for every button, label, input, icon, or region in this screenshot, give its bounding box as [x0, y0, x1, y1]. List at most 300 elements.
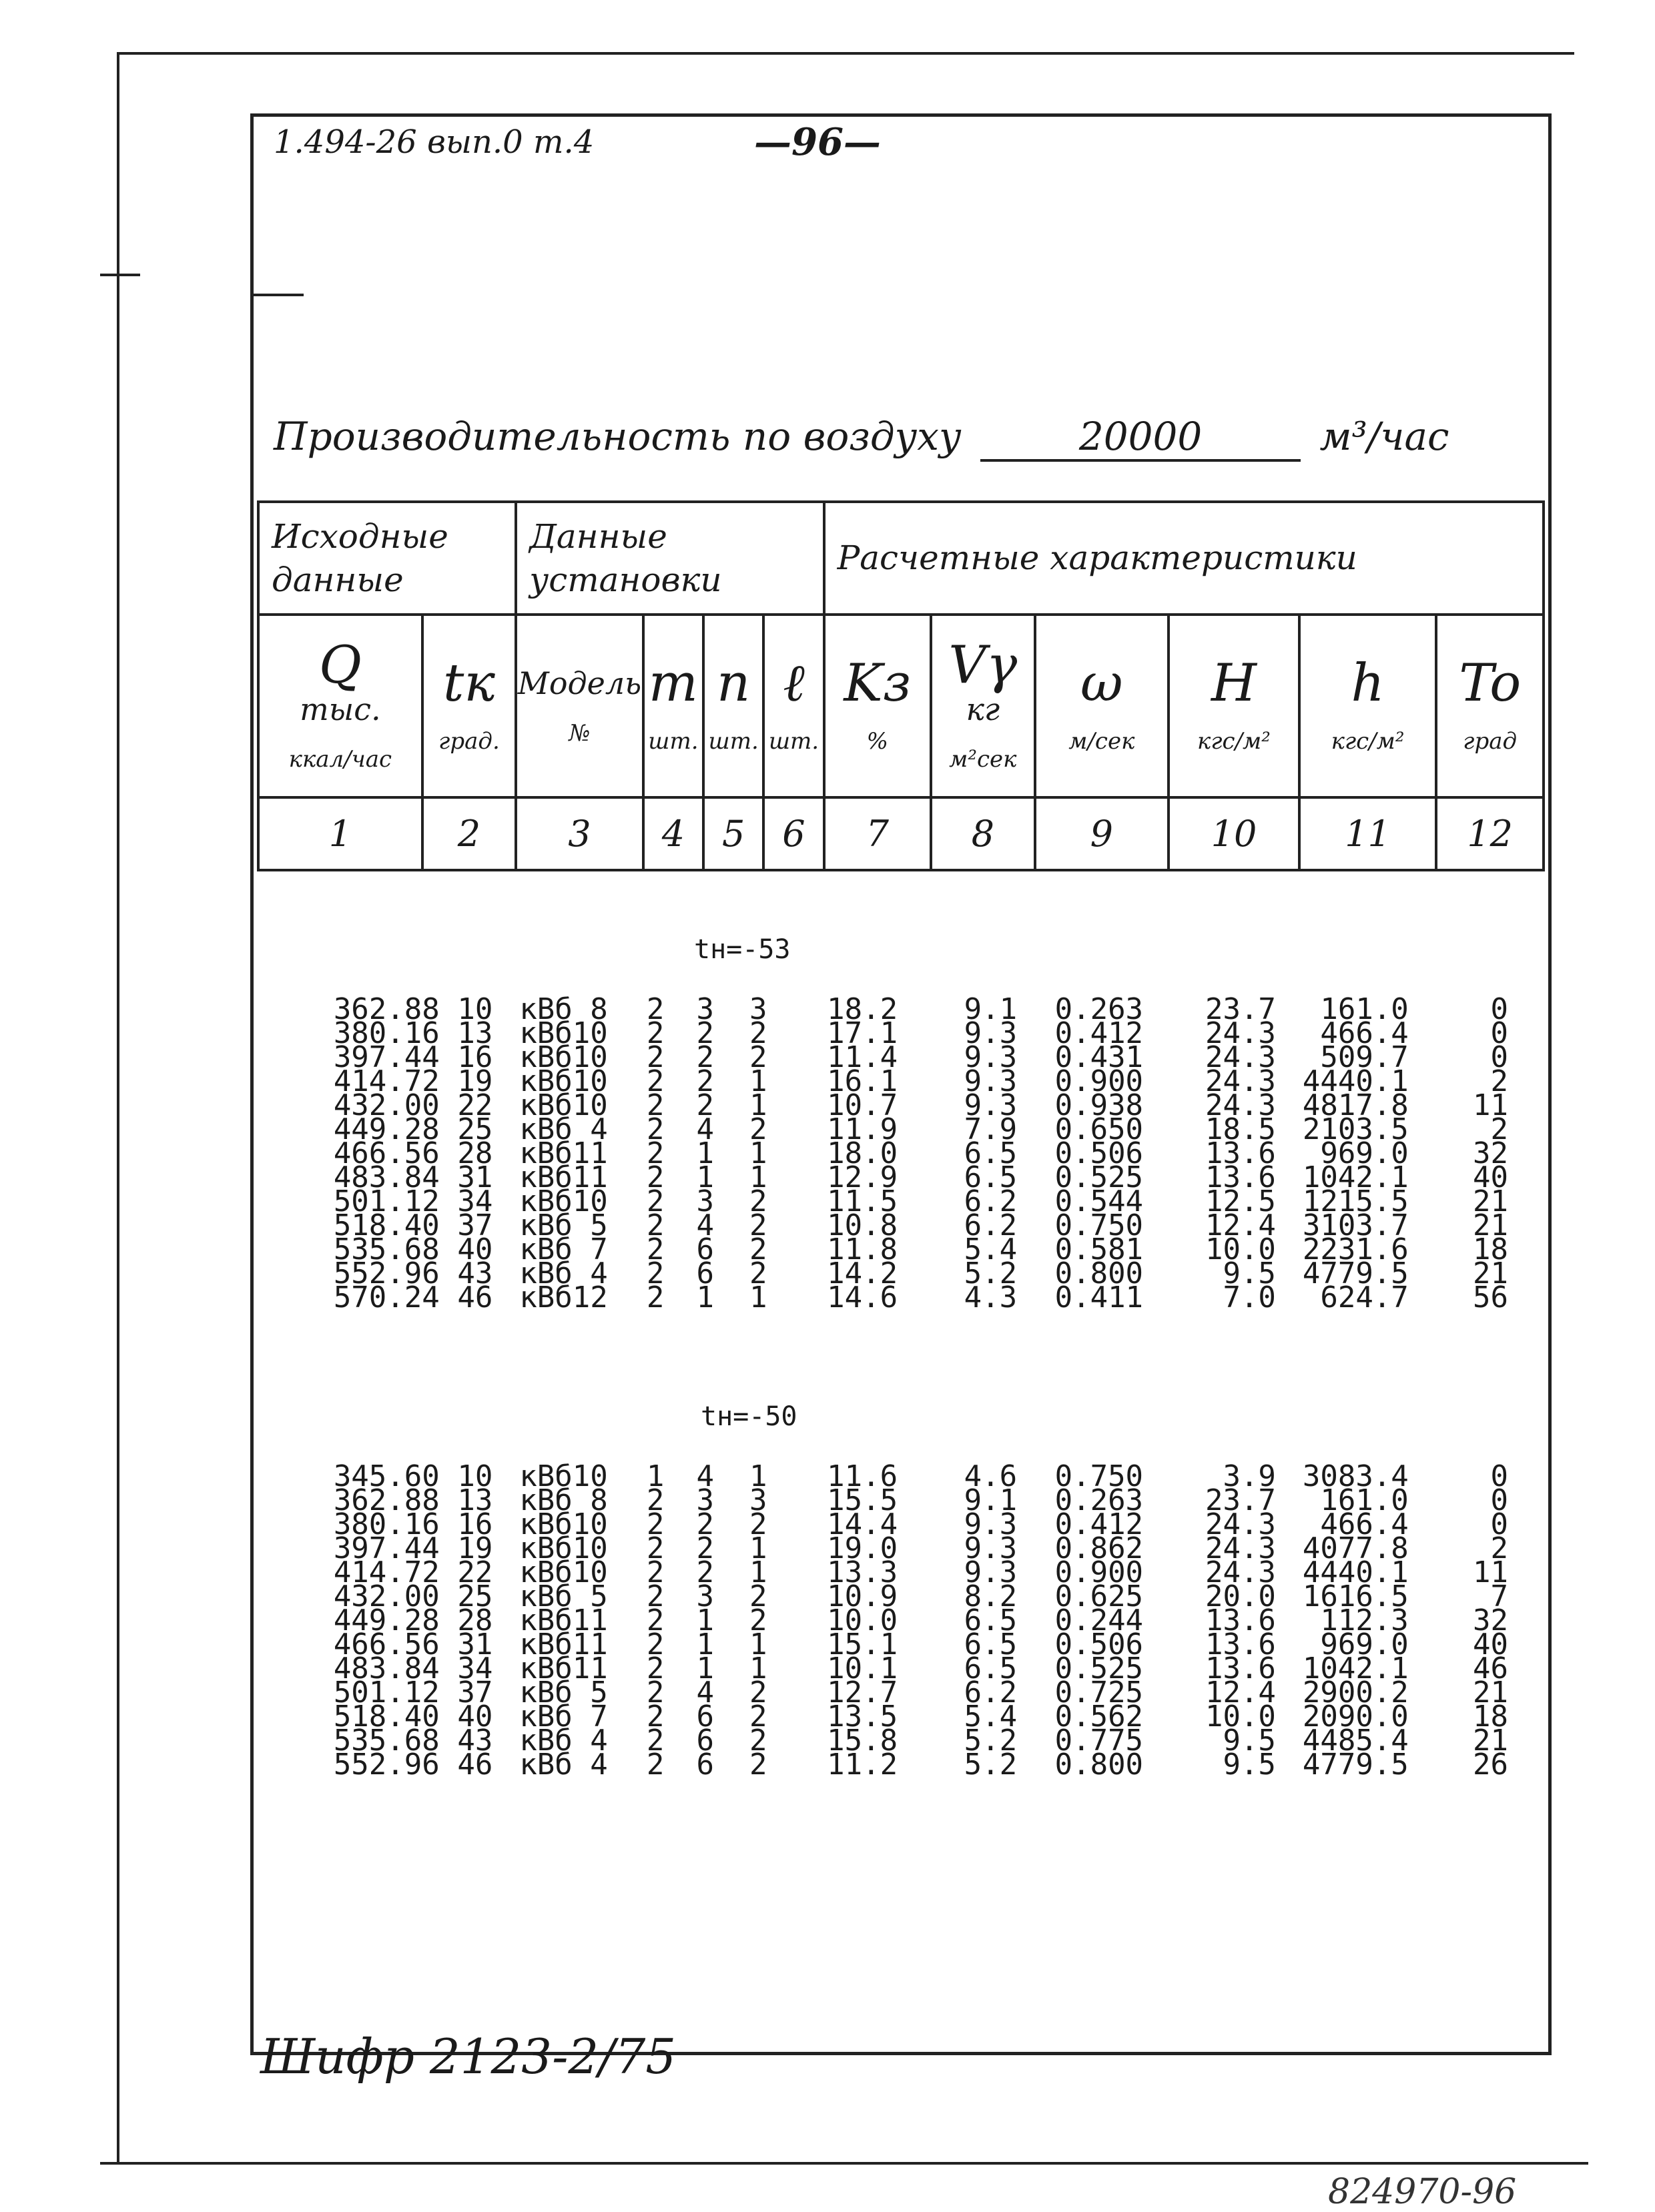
table-cell: 12.7: [827, 1676, 898, 1710]
table-cell: 2: [646, 1280, 665, 1315]
table-cell: 2: [749, 1016, 767, 1050]
table-cell: 2: [749, 1507, 767, 1541]
table-cell: 11.2: [827, 1748, 898, 1782]
table-cell: 0.862: [1054, 1531, 1144, 1565]
table-cell: 14.6: [827, 1280, 898, 1315]
table-cell: 11.4: [827, 1040, 898, 1074]
table-cell: кВб11: [519, 1603, 608, 1637]
table-cell: 18.0: [827, 1136, 898, 1170]
table-cell: 0.506: [1054, 1627, 1144, 1662]
table-cell: 9.3: [964, 1507, 1018, 1541]
column-unit: шт.: [648, 728, 699, 755]
table-cell: кВб 7: [519, 1232, 608, 1266]
table-cell: 2: [646, 1088, 665, 1122]
table-cell: 0.431: [1054, 1040, 1144, 1074]
table-cell: 624.7: [1320, 1280, 1409, 1315]
table-row: [294, 1280, 1508, 1315]
table-cell: 9.3: [964, 1016, 1018, 1050]
capacity-value: 20000: [980, 414, 1301, 462]
table-cell: 0.750: [1054, 1208, 1144, 1242]
table-cell: 0.900: [1054, 1064, 1144, 1098]
column-number: 8: [931, 797, 1034, 870]
table-cell: 21: [1472, 1256, 1508, 1291]
table-cell: 2: [646, 1579, 665, 1613]
column-symbol: h: [1351, 653, 1385, 713]
table-cell: 380.16: [333, 1016, 440, 1050]
table-cell: 9.3: [964, 1531, 1018, 1565]
column-header: [824, 615, 931, 797]
table-cell: 466.56: [333, 1627, 440, 1662]
table-cell: 21: [1472, 1184, 1508, 1218]
table-cell: 24.3: [1205, 1088, 1276, 1122]
table-cell: 10: [457, 992, 493, 1026]
table-cell: 24.3: [1205, 1531, 1276, 1565]
column-symbol: m: [648, 653, 698, 713]
table-cell: 0.750: [1054, 1459, 1144, 1493]
column-unit: град: [1463, 728, 1518, 755]
table-cell: 4.6: [964, 1459, 1018, 1493]
table-cell: 10: [457, 1459, 493, 1493]
column-number: 11: [1299, 797, 1437, 870]
table-cell: кВб 5: [519, 1579, 608, 1613]
table-cell: 161.0: [1320, 1483, 1409, 1517]
table-cell: 2: [749, 1040, 767, 1074]
table-cell: 414.72: [333, 1064, 440, 1098]
table-cell: 449.28: [333, 1603, 440, 1637]
table-cell: 2: [749, 1232, 767, 1266]
table-cell: кВб10: [519, 1507, 608, 1541]
table-cell: 10.1: [827, 1651, 898, 1686]
table-cell: 4: [696, 1459, 714, 1493]
column-header: [1035, 615, 1169, 797]
table-cell: 6.5: [964, 1603, 1018, 1637]
table-cell: 0.625: [1054, 1579, 1144, 1613]
table-cell: 10.0: [1205, 1232, 1276, 1266]
table-cell: кВб11: [519, 1160, 608, 1194]
table-cell: 11.9: [827, 1112, 898, 1146]
table-cell: 28: [457, 1603, 493, 1637]
column-number: 1: [258, 797, 422, 870]
table-cell: 397.44: [333, 1531, 440, 1565]
table-cell: 0.800: [1054, 1256, 1144, 1291]
table-cell: 2: [749, 1748, 767, 1782]
column-sub: кг: [966, 691, 1000, 727]
table-cell: 535.68: [333, 1232, 440, 1266]
table-cell: 2: [749, 1112, 767, 1146]
table-cell: 0.412: [1054, 1507, 1144, 1541]
data-rows: [294, 1459, 1508, 1782]
column-number: 12: [1436, 797, 1544, 870]
table-cell: 6: [696, 1724, 714, 1758]
table-cell: 0: [1490, 1016, 1508, 1050]
table-cell: 10.0: [827, 1603, 898, 1637]
table-cell: 15.5: [827, 1483, 898, 1517]
table-cell: 24.3: [1205, 1507, 1276, 1541]
table-cell: 0.938: [1054, 1088, 1144, 1122]
table-cell: 32: [1472, 1603, 1508, 1637]
column-unit: м/сек: [1068, 728, 1135, 755]
table-cell: 4: [696, 1208, 714, 1242]
column-symbol: H: [1211, 653, 1257, 713]
column-number: 3: [516, 797, 643, 870]
table-cell: 43: [457, 1724, 493, 1758]
table-cell: 19: [457, 1064, 493, 1098]
margin-tick: [100, 274, 140, 276]
table-cell: 37: [457, 1676, 493, 1710]
table-cell: 10.0: [1205, 1700, 1276, 1734]
table-cell: 12.9: [827, 1160, 898, 1194]
table-cell: 0: [1490, 1507, 1508, 1541]
column-unit: град.: [438, 728, 500, 755]
table-cell: 380.16: [333, 1507, 440, 1541]
table-cell: 4077.8: [1302, 1531, 1409, 1565]
table-cell: 24.3: [1205, 1555, 1276, 1589]
table-cell: 2: [646, 1724, 665, 1758]
table-cell: 2: [696, 1064, 714, 1098]
table-cell: 23.7: [1205, 1483, 1276, 1517]
table-cell: 2: [646, 1160, 665, 1194]
table-cell: 0.411: [1054, 1280, 1144, 1315]
table-cell: 18.5: [1205, 1112, 1276, 1146]
column-symbol: Q: [318, 635, 362, 695]
table-cell: 21: [1472, 1724, 1508, 1758]
column-header: [703, 615, 763, 797]
table-cell: 13.6: [1205, 1136, 1276, 1170]
table-cell: 483.84: [333, 1651, 440, 1686]
table-cell: 0: [1490, 992, 1508, 1026]
table-cell: кВб 5: [519, 1208, 608, 1242]
table-cell: 8.2: [964, 1579, 1018, 1613]
table-cell: 3: [749, 1483, 767, 1517]
table-cell: 2: [749, 1579, 767, 1613]
table-cell: кВб 8: [519, 992, 608, 1026]
table-cell: 9.3: [964, 1064, 1018, 1098]
table-cell: 397.44: [333, 1040, 440, 1074]
capacity-unit: м³/час: [1319, 414, 1449, 459]
table-cell: 24.3: [1205, 1016, 1276, 1050]
table-cell: 1042.1: [1302, 1160, 1409, 1194]
table-cell: 10.9: [827, 1579, 898, 1613]
table-cell: 2: [646, 1700, 665, 1734]
table-cell: 4440.1: [1302, 1555, 1409, 1589]
table-cell: 1: [696, 1280, 714, 1315]
outer-frame-bottom: [100, 2162, 1588, 2165]
table-cell: 362.88: [333, 1483, 440, 1517]
table-cell: 19.0: [827, 1531, 898, 1565]
table-cell: 28: [457, 1136, 493, 1170]
table-cell: 466.4: [1320, 1507, 1409, 1541]
table-cell: 3: [696, 1483, 714, 1517]
table-cell: 18.2: [827, 992, 898, 1026]
table-cell: 3083.4: [1302, 1459, 1409, 1493]
table-cell: 4485.4: [1302, 1724, 1409, 1758]
table-cell: 9.5: [1223, 1724, 1276, 1758]
table-cell: 2: [646, 1676, 665, 1710]
table-cell: 1616.5: [1302, 1579, 1409, 1613]
table-cell: 1: [696, 1651, 714, 1686]
air-capacity-line: [274, 414, 1449, 462]
column-unit: №: [569, 720, 591, 747]
table-cell: 11: [1472, 1088, 1508, 1122]
column-header: [1299, 615, 1437, 797]
table-cell: 7.9: [964, 1112, 1018, 1146]
table-cell: 12.4: [1205, 1676, 1276, 1710]
document-reference: 1.494-26 вып.0 т.4: [274, 123, 595, 161]
table-cell: 4.3: [964, 1280, 1018, 1315]
table-cell: 4817.8: [1302, 1088, 1409, 1122]
column-symbol: Kз: [844, 653, 912, 713]
table-cell: кВб11: [519, 1136, 608, 1170]
table-cell: кВб12: [519, 1280, 608, 1315]
table-cell: 31: [457, 1160, 493, 1194]
table-cell: 0.506: [1054, 1136, 1144, 1170]
group-calculated: Расчетные характеристики: [824, 502, 1544, 615]
column-unit: кгс/м²: [1197, 728, 1271, 755]
table-cell: 24.3: [1205, 1064, 1276, 1098]
table-cell: 2: [646, 1531, 665, 1565]
group-source-data: Исходные данные: [258, 502, 516, 615]
table-cell: 1: [646, 1459, 665, 1493]
table-cell: 5.2: [964, 1256, 1018, 1291]
table-cell: 23.7: [1205, 992, 1276, 1026]
table-cell: 10.8: [827, 1208, 898, 1242]
table-cell: 16: [457, 1040, 493, 1074]
table-cell: 22: [457, 1088, 493, 1122]
table-cell: 13.6: [1205, 1651, 1276, 1686]
table-cell: 414.72: [333, 1555, 440, 1589]
table-cell: 2: [696, 1531, 714, 1565]
table-cell: 40: [1472, 1160, 1508, 1194]
table-cell: 0.244: [1054, 1603, 1144, 1637]
column-header: [643, 615, 703, 797]
column-symbol: tк: [443, 653, 495, 713]
table-cell: 362.88: [333, 992, 440, 1026]
table-cell: кВб10: [519, 1555, 608, 1589]
table-cell: 1: [696, 1603, 714, 1637]
table-cell: 7: [1490, 1579, 1508, 1613]
table-cell: кВб10: [519, 1088, 608, 1122]
table-cell: 1215.5: [1302, 1184, 1409, 1218]
table-cell: 16: [457, 1507, 493, 1541]
table-cell: кВб 5: [519, 1676, 608, 1710]
table-cell: 0.263: [1054, 1483, 1144, 1517]
table-cell: 5.2: [964, 1748, 1018, 1782]
table-cell: 34: [457, 1651, 493, 1686]
table-cell: 40: [457, 1232, 493, 1266]
table-cell: 31: [457, 1627, 493, 1662]
table-cell: 1: [749, 1627, 767, 1662]
column-header: [931, 615, 1034, 797]
column-number: 4: [643, 797, 703, 870]
table-cell: 2: [646, 1016, 665, 1050]
table-cell: 2: [646, 1208, 665, 1242]
table-cell: 16.1: [827, 1064, 898, 1098]
table-cell: 2090.0: [1302, 1700, 1409, 1734]
table-cell: 20.0: [1205, 1579, 1276, 1613]
table-cell: 11.8: [827, 1232, 898, 1266]
table-cell: кВб10: [519, 1040, 608, 1074]
table-cell: 32: [1472, 1136, 1508, 1170]
table-cell: 6.5: [964, 1136, 1018, 1170]
column-symbol: n: [717, 653, 751, 713]
table-cell: 9.5: [1223, 1256, 1276, 1291]
table-cell: 2: [1490, 1064, 1508, 1098]
table-cell: 19: [457, 1531, 493, 1565]
table-cell: 2: [646, 1136, 665, 1170]
page-number: —96—: [754, 120, 881, 164]
table-cell: 2: [646, 1483, 665, 1517]
table-header: [257, 500, 1545, 871]
table-cell: 6: [696, 1232, 714, 1266]
table-cell: 46: [457, 1280, 493, 1315]
table-cell: кВб10: [519, 1459, 608, 1493]
table-cell: кВб 4: [519, 1724, 608, 1758]
column-symbol: ℓ: [783, 653, 805, 713]
table-cell: 535.68: [333, 1724, 440, 1758]
table-cell: 14.4: [827, 1507, 898, 1541]
table-cell: 2: [646, 1627, 665, 1662]
column-number: 5: [703, 797, 763, 870]
column-header: [1169, 615, 1299, 797]
column-number: 6: [763, 797, 823, 870]
table-cell: 466.4: [1320, 1016, 1409, 1050]
section-title: tн=-50: [701, 1401, 797, 1432]
column-sub: тыс.: [300, 691, 381, 727]
table-cell: 2: [749, 1603, 767, 1637]
table-cell: 2: [646, 1256, 665, 1291]
table-cell: 14.2: [827, 1256, 898, 1291]
table-cell: 10.7: [827, 1088, 898, 1122]
table-cell: 2: [696, 1040, 714, 1074]
column-header: [516, 615, 643, 797]
table-cell: 1: [749, 1280, 767, 1315]
table-cell: кВб11: [519, 1627, 608, 1662]
table-cell: 0: [1490, 1040, 1508, 1074]
column-number: 9: [1035, 797, 1169, 870]
table-cell: 13: [457, 1483, 493, 1517]
table-cell: 3: [749, 992, 767, 1026]
column-symbol: To: [1459, 653, 1522, 713]
table-cell: 518.40: [333, 1208, 440, 1242]
column-unit: м²сек: [949, 746, 1017, 773]
table-cell: кВб 8: [519, 1483, 608, 1517]
table-cell: 7.0: [1223, 1280, 1276, 1315]
table-cell: 6.2: [964, 1676, 1018, 1710]
table-cell: кВб11: [519, 1651, 608, 1686]
table-cell: 0.263: [1054, 992, 1144, 1026]
column-header: [1436, 615, 1544, 797]
column-unit: кгс/м²: [1331, 728, 1405, 755]
table-cell: 6.2: [964, 1208, 1018, 1242]
table-cell: 2: [646, 1232, 665, 1266]
table-cell: кВб10: [519, 1016, 608, 1050]
column-header: [258, 615, 422, 797]
table-cell: 9.3: [964, 1555, 1018, 1589]
table-cell: 1: [696, 1136, 714, 1170]
table-cell: кВб 4: [519, 1256, 608, 1291]
table-cell: 2: [646, 1651, 665, 1686]
table-cell: 18: [1472, 1232, 1508, 1266]
table-cell: 1: [749, 1555, 767, 1589]
table-cell: 1: [749, 1651, 767, 1686]
table-cell: 9.1: [964, 992, 1018, 1026]
column-number: 7: [824, 797, 931, 870]
table-cell: 12.4: [1205, 1208, 1276, 1242]
table-cell: 0.525: [1054, 1651, 1144, 1686]
table-cell: 43: [457, 1256, 493, 1291]
table-cell: 13: [457, 1016, 493, 1050]
table-cell: 4: [696, 1676, 714, 1710]
table-cell: 21: [1472, 1208, 1508, 1242]
table-cell: 2: [646, 1064, 665, 1098]
column-unit: шт.: [708, 728, 759, 755]
table-cell: 1042.1: [1302, 1651, 1409, 1686]
column-unit: ккал/час: [288, 746, 392, 773]
table-cell: 9.3: [964, 1040, 1018, 1074]
table-cell: 0.725: [1054, 1676, 1144, 1710]
table-cell: 3: [696, 1184, 714, 1218]
table-cell: кВб 7: [519, 1700, 608, 1734]
column-number: 10: [1169, 797, 1299, 870]
table-cell: 2: [696, 1507, 714, 1541]
column-header: [422, 615, 516, 797]
table-cell: 2: [646, 992, 665, 1026]
table-cell: 13.3: [827, 1555, 898, 1589]
table-cell: 0.650: [1054, 1112, 1144, 1146]
table-cell: 4779.5: [1302, 1256, 1409, 1291]
table-cell: 1: [749, 1160, 767, 1194]
table-cell: 18: [1472, 1700, 1508, 1734]
table-cell: 2103.5: [1302, 1112, 1409, 1146]
table-cell: кВб 4: [519, 1748, 608, 1782]
table-cell: 40: [1472, 1627, 1508, 1662]
table-cell: 501.12: [333, 1676, 440, 1710]
column-unit: шт.: [768, 728, 819, 755]
table-cell: 3: [696, 992, 714, 1026]
table-cell: 2: [646, 1603, 665, 1637]
table-cell: 552.96: [333, 1256, 440, 1291]
group-installation-data: Данные установки: [516, 502, 823, 615]
table-cell: 2: [646, 1040, 665, 1074]
table-cell: 5.2: [964, 1724, 1018, 1758]
table-cell: 3: [696, 1579, 714, 1613]
table-cell: 2: [646, 1184, 665, 1218]
table-cell: 6.5: [964, 1651, 1018, 1686]
column-number: 2: [422, 797, 516, 870]
table-cell: 3103.7: [1302, 1208, 1409, 1242]
table-cell: 2: [749, 1676, 767, 1710]
table-cell: 13.6: [1205, 1160, 1276, 1194]
table-cell: 2231.6: [1302, 1232, 1409, 1266]
table-cell: 2: [749, 1724, 767, 1758]
table-cell: 25: [457, 1579, 493, 1613]
table-cell: 2: [1490, 1112, 1508, 1146]
table-cell: 24.3: [1205, 1040, 1276, 1074]
table-cell: 56: [1472, 1280, 1508, 1315]
table-cell: 1: [749, 1531, 767, 1565]
table-cell: 483.84: [333, 1160, 440, 1194]
table-cell: 2: [646, 1555, 665, 1589]
table-cell: 26: [1472, 1748, 1508, 1782]
table-cell: 3.9: [1223, 1459, 1276, 1493]
table-cell: 1: [749, 1136, 767, 1170]
table-cell: 2: [749, 1208, 767, 1242]
table-cell: 37: [457, 1208, 493, 1242]
column-symbol: Модель: [517, 665, 642, 701]
table-cell: 0.581: [1054, 1232, 1144, 1266]
table-cell: 0.800: [1054, 1748, 1144, 1782]
table-cell: 40: [457, 1700, 493, 1734]
